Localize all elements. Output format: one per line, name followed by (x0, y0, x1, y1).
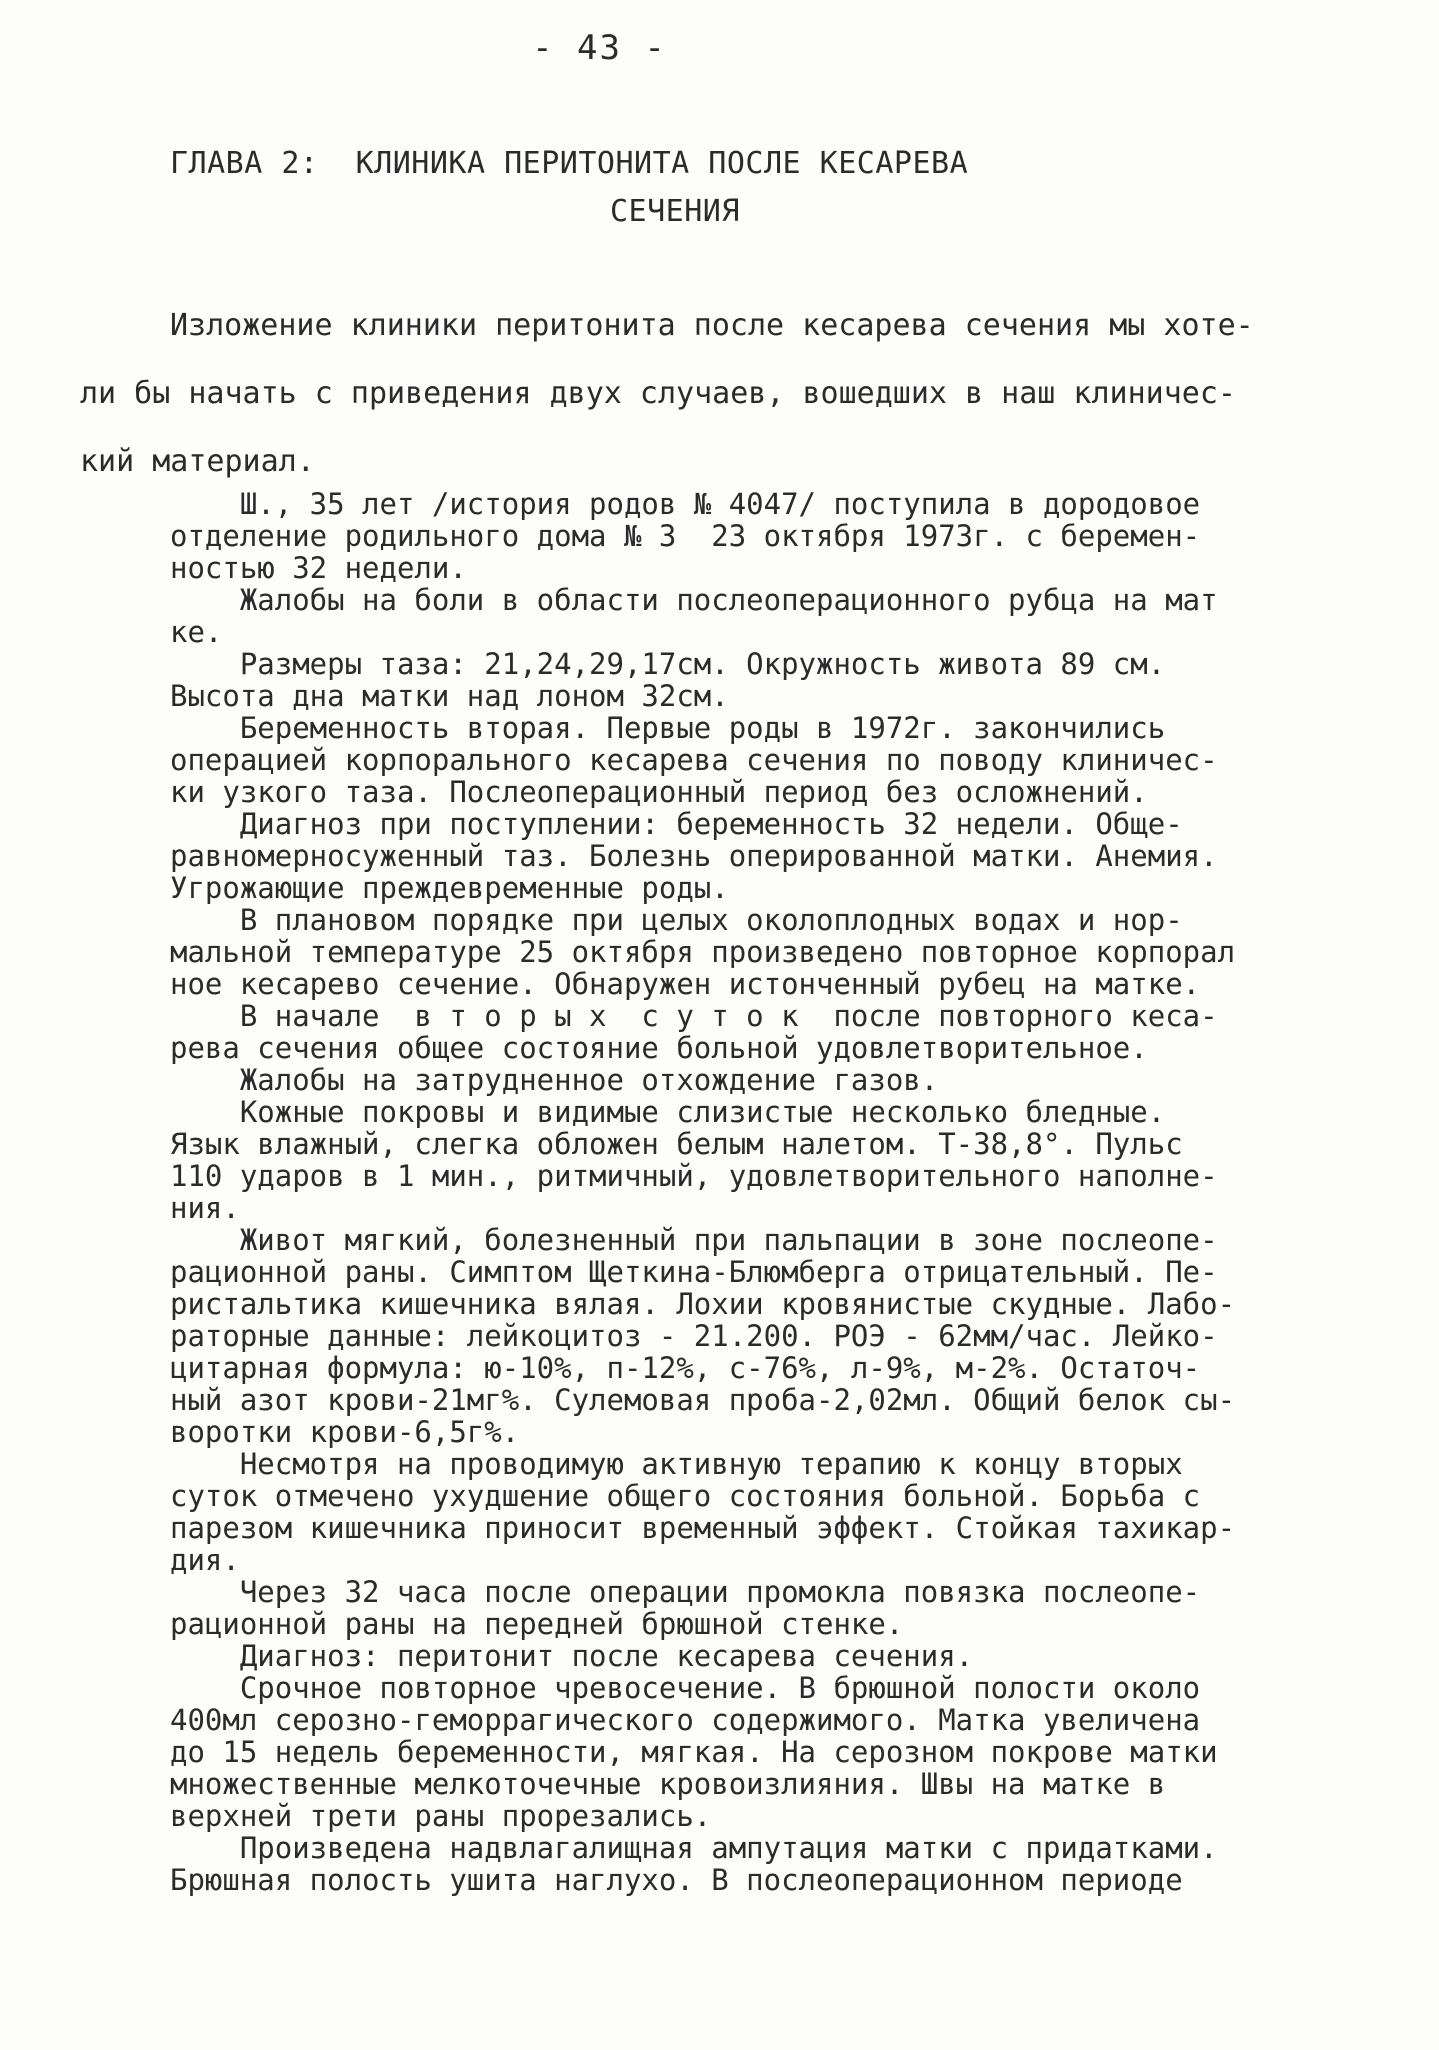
body-line: раторные данные: лейкоцитоз - 21.200. РОЭ - 62мм/час. Лейко- (170, 1319, 1218, 1353)
body-line: Произведена надвлагалищная ампутация матки с придатками. (170, 1831, 1218, 1865)
body-line: ки узкого таза. Послеоперационный период без осложнений. (170, 775, 1148, 809)
body-line: множественные мелкоточечные кровоизлияния. Швы на матке в (170, 1767, 1166, 1801)
body-line: операцией корпорального кесарева сечения по поводу клиничес- (170, 743, 1218, 777)
body-line: отделение родильного дома № 3 23 октября 1973г. с беремен- (170, 519, 1201, 553)
body-line: рационной раны. Симптом Щеткина-Блюмберга отрицательный. Пе- (170, 1255, 1218, 1289)
body-line: Язык влажный, слегка обложен белым налетом. Т-38,8°. Пульс (170, 1127, 1183, 1161)
body-line: до 15 недель беременности, мягкая. На серозном покрове матки (170, 1735, 1218, 1769)
body-line: Живот мягкий, болезненный при пальпации в зоне послеопе- (170, 1223, 1218, 1257)
intro-line: Изложение клиники перитонита после кесарева сечения мы хоте- (170, 308, 1254, 343)
body-line: Брюшная полость ушита наглухо. В послеоперационном периоде (170, 1863, 1183, 1897)
chapter-title-line-2: СЕЧЕНИЯ (610, 194, 740, 229)
body-line: Срочное повторное чревосечение. В брюшной полости около (170, 1671, 1201, 1705)
intro-line: кий материал. (80, 444, 315, 479)
page-number: - 43 - (532, 28, 667, 68)
body-line: Ш., 35 лет /история родов № 4047/ поступила в дородовое (170, 487, 1201, 521)
body-line: ностью 32 недели. (170, 551, 467, 585)
body-line: Угрожающие преждевременные роды. (170, 871, 729, 905)
body-line: Размеры таза: 21,24,29,17см. Окружность живота 89 см. (170, 647, 1166, 681)
intro-paragraph (80, 292, 1370, 496)
body-line: воротки крови-6,5г%. (170, 1415, 520, 1449)
body-line: Несмотря на проводимую активную терапию к концу вторых (170, 1447, 1183, 1481)
body-line: Беременность вторая. Первые роды в 1972г. закончились (170, 711, 1166, 745)
body-line: равномерносуженный таз. Болезнь оперированной матки. Анемия. (170, 839, 1218, 873)
chapter-title (170, 140, 1270, 236)
body-line: В начале в т о р ы х с у т о к после повторного кеса- (170, 999, 1218, 1033)
body-line: дия. (170, 1543, 240, 1577)
intro-line: ли бы начать с приведения двух случаев, вошедших в наш клиничес- (80, 376, 1236, 411)
body-line: ристальтика кишечника вялая. Лохии кровянистые скудные. Лабо- (170, 1287, 1236, 1321)
body-line: рева сечения общее состояние больной удовлетворительное. (170, 1031, 1148, 1065)
body-line: 400мл серозно-геморрагического содержимого. Матка увеличена (170, 1703, 1201, 1737)
body-line: 110 ударов в 1 мин., ритмичный, удовлетворительного наполне- (170, 1159, 1218, 1193)
body-line: Диагноз: перитонит после кесарева сечения. (170, 1639, 974, 1673)
case-report-body (170, 488, 1360, 1896)
body-line: мальной температуре 25 октября произведено повторное корпорал (170, 935, 1236, 969)
body-line: суток отмечено ухудшение общего состояния больной. Борьба с (170, 1479, 1201, 1513)
body-line: Через 32 часа после операции промокла повязка послеопе- (170, 1575, 1201, 1609)
body-line: Жалобы на затрудненное отхождение газов. (170, 1063, 939, 1097)
body-line: Кожные покровы и видимые слизистые несколько бледные. (170, 1095, 1166, 1129)
body-line: ке. (170, 615, 223, 649)
body-line: Высота дна матки над лоном 32см. (170, 679, 729, 713)
body-line: В плановом порядке при целых околоплодных водах и нор- (170, 903, 1183, 937)
body-line: рационной раны на передней брюшной стенке. (170, 1607, 904, 1641)
body-line: верхней трети раны прорезались. (170, 1799, 712, 1833)
body-line: парезом кишечника приносит временный эффект. Стойкая тахикар- (170, 1511, 1236, 1545)
body-line: цитарная формула: ю-10%, п-12%, с-76%, л-9%, м-2%. Остаточ- (170, 1351, 1201, 1385)
chapter-title-line-1: ГЛАВА 2: КЛИНИКА ПЕРИТОНИТА ПОСЛЕ КЕСАРЕВА (170, 146, 969, 181)
body-line: Жалобы на боли в области послеоперационного рубца на мат (170, 583, 1218, 617)
body-line: Диагноз при поступлении: беременность 32 недели. Обще- (170, 807, 1183, 841)
body-line: ный азот крови-21мг%. Сулемовая проба-2,02мл. Общий белок сы- (170, 1383, 1236, 1417)
body-line: ния. (170, 1191, 240, 1225)
body-line: ное кесарево сечение. Обнаружен истонченный рубец на матке. (170, 967, 1201, 1001)
